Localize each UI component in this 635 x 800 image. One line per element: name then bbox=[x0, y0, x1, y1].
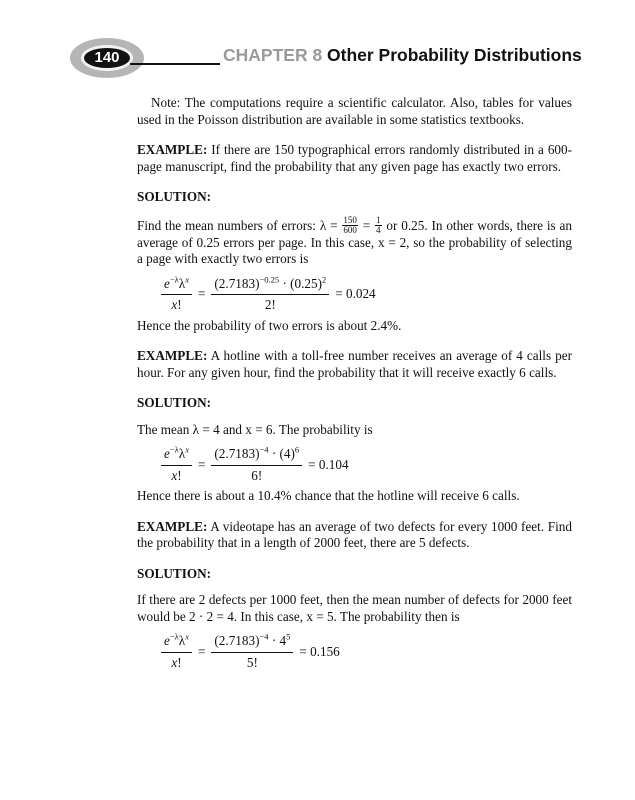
formula-rhs: $\frac{(2.7183)^{-4} \cdot (4)^6}{6!}$ bbox=[211, 446, 302, 484]
chapter-label: CHAPTER 8 bbox=[223, 45, 323, 65]
example-label: EXAMPLE: bbox=[137, 348, 208, 363]
page-header bbox=[0, 36, 635, 84]
formula-result: = 0.156 bbox=[299, 643, 340, 659]
example-2 bbox=[137, 348, 572, 381]
example-1 bbox=[137, 142, 572, 175]
example-text: A hotline with a toll-free number receives an average of 4 calls per hour. For any given hour, find the probability that it will receive exactly 6 calls. bbox=[137, 348, 572, 380]
fraction-150-600: $\frac{150}{600}$ bbox=[343, 214, 357, 235]
formula-lhs: $e^{-\lambda}\lambda^x$ x! bbox=[161, 276, 192, 314]
formula-result: = 0.024 bbox=[335, 286, 376, 302]
solution-2-text: The mean λ = 4 and x = 6. The probability is bbox=[137, 421, 373, 437]
example-3 bbox=[137, 519, 572, 552]
solution-3-text: If there are 2 defects per 1000 feet, then the mean number of defects for 2000 feet would be 2 · 2 = 4. In this case, x = 5. The probability then is bbox=[137, 592, 572, 624]
example-text: If there are 150 typographical errors randomly distributed in a 600-page manuscript, find the probability that any given page has exactly two errors. bbox=[137, 142, 572, 174]
note-paragraph: Note: The computations require a scientific calculator. Also, tables for values used in the Poisson distribution are available in some statistics textbooks. bbox=[137, 95, 572, 127]
example-label: EXAMPLE: bbox=[137, 142, 208, 157]
chapter-title: Other Probability Distributions bbox=[327, 45, 582, 65]
fraction-1-4: $\frac{1}{4}$ bbox=[376, 214, 381, 235]
formula-lhs: $e^{-\lambda}\lambda^x$ x! bbox=[161, 633, 192, 671]
formula-2: $e^{-\lambda}\lambda^x$ x! = $\frac{(2.7183)^{-4} \cdot (4)^6}{6!}$ = 0.104 bbox=[161, 446, 572, 484]
formula-rhs: $\frac{(2.7183)^{-4} \cdot 4^5}{5!}$ bbox=[211, 633, 293, 671]
solution-1-text: Find the mean numbers of errors: λ = $\frac{150}{600}$ = $\frac{1}{4}$ or 0.25. In other words, there is an average of 0.25 errors per page. In this case, x = 2, so the probability of selecting a page with exactly two errors is bbox=[137, 214, 572, 266]
page-number-badge bbox=[70, 38, 144, 78]
formula-rhs: $\frac{(2.7183)^{-0.25} \cdot (0.25)^2}{2!}$ bbox=[211, 276, 329, 314]
page-body bbox=[137, 95, 572, 675]
solution-label: SOLUTION: bbox=[137, 395, 212, 410]
formula-lhs: $e^{-\lambda}\lambda^x$ x! bbox=[161, 446, 192, 484]
page-number: 140 bbox=[84, 48, 130, 68]
formula-3: $e^{-\lambda}\lambda^x$ x! = $\frac{(2.7183)^{-4} \cdot 4^5}{5!}$ = 0.156 bbox=[161, 633, 572, 671]
solution-label: SOLUTION: bbox=[137, 189, 212, 204]
example-label: EXAMPLE: bbox=[137, 518, 208, 534]
conclusion-2: Hence there is about a 10.4% chance that the hotline will receive 6 calls. bbox=[137, 488, 520, 503]
formula-result: = 0.104 bbox=[308, 456, 349, 472]
solution-label: SOLUTION: bbox=[137, 565, 212, 581]
example-text: A videotape has an average of two defects for every 1000 feet. Find the probability that in a length of 2000 feet, there are 5 defects. bbox=[137, 518, 572, 550]
formula-1: $e^{-\lambda}\lambda^x$ x! = $\frac{(2.7183)^{-0.25} \cdot (0.25)^2}{2!}$ = 0.024 bbox=[161, 276, 572, 314]
header-rule bbox=[130, 63, 220, 65]
conclusion-1: Hence the probability of two errors is about 2.4%. bbox=[137, 317, 402, 333]
